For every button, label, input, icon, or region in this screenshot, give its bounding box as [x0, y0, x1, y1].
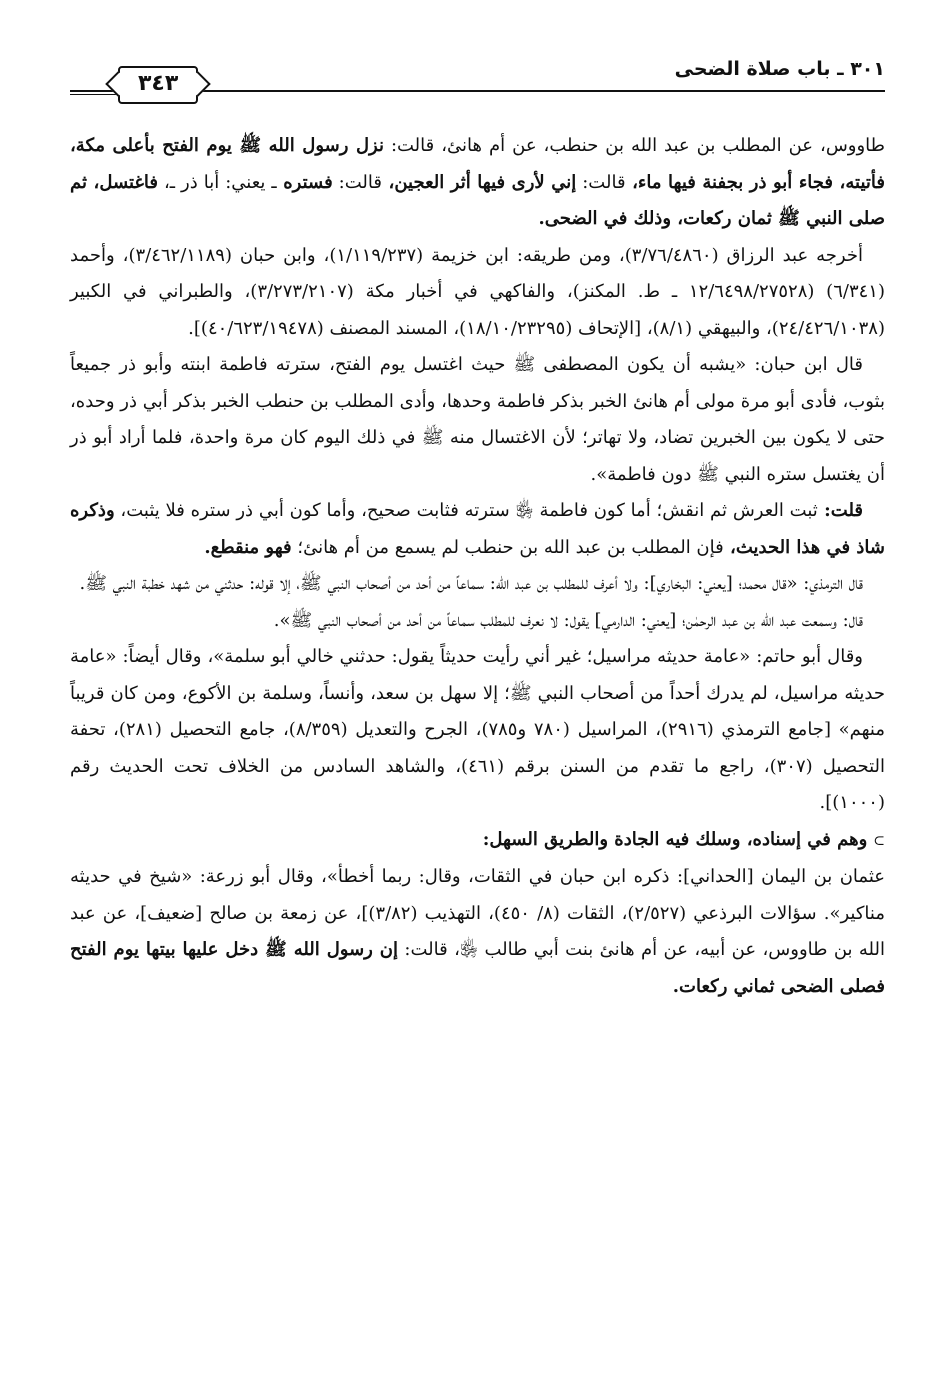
text-segment: فستره — [276, 171, 333, 193]
document-page — [70, 50, 885, 1340]
text-segment: عثمان بن اليمان [الحداني]: ذكره ابن حبان في الثقات، وقال: ربما أخطأ»، وقال أبو زرعة: «شيخ في حديثه مناكير». سؤالات البرذعي (٢/٥٢٧)، الثقات (٨/ ٤٥٠)، التهذيب (٣/٨٢)]، عن زمعة بن صالح [ضعيف]، عن عبد الله بن طاووس، عن أبيه، عن أم هانئ بنت أبي طالب ﵂، قالت: — [70, 866, 886, 960]
text-segment: وقال أبو حاتم: «عامة حديثه مراسيل؛ غير أني رأيت حديثاً يقول: حدثني خالي أبو سلمة»، وقال أيضاً: «عامة حديثه مراسيل، لم يدرك أحداً من أصحاب النبي ﷺ؛ إلا سهل بن سعد، وأنساً، وسلمة بن الأكوع، ومن كان قريباً منهم» [جامع الترمذي (٢٩١٦)، المراسيل (٧٨٠ و٧٨٥)، الجرح والتعديل (٨/٣٥٩)، جامع التحصيل (٢٨١)، تحفة التحصيل (٣٠٧)، راجع ما تقدم من السنن برقم (٤٦١)، والشاهد السادس من الخلاف تحت الحديث رقم (١٠٠٠)]. — [70, 646, 885, 813]
text-segment: وذكره شاذ في هذا الحديث، — [70, 500, 885, 558]
text-segment: قال: وسمعت عبد الله بن عبد الرحمٰن؛ [يعني: الدارمي] يقول: لا نعرف للمطلب سماعاً من أحد من أصحاب النبي ﷺ». — [273, 609, 863, 631]
text-segment: ـ يعني: أبا ذر ـ، — [157, 171, 277, 193]
text-segment: قالت: — [332, 171, 382, 193]
chapter-title: ٣٠١ ـ باب صلاة الضحى — [674, 58, 885, 80]
text-segment: طاووس، عن المطلب بن عبد الله بن حنطب، عن أم هانئ، قالت: — [383, 135, 885, 156]
text-segment: أخرجه عبد الرزاق (٣/٧٦/٤٨٦٠)، ومن طريقه: ابن خزيمة (١/١١٩/٢٣٧)، وابن حبان (٣/٤٦٢/١١٨٩)، وأحمد (٦/٣٤١) (١٢/٦٤٩٨/٢٧٥٢٨ ـ ط. المكنز)، والفاكهي في أخبار مكة (٣/٢٧٣/٢١٠٧)، والطبراني في الكبير (٢٤/٤٢٦/١٠٣٨)، والبيهقي (٨/١)، [الإتحاف (١٨/١٠/٢٣٢٩٥)، المسند المصنف (٤٠/٦٢٣/١٩٤٧٨)]. — [70, 244, 885, 339]
paragraph-p5 — [70, 566, 885, 603]
paragraph-p3 — [70, 347, 885, 493]
text-segment: فإن المطلب بن عبد الله بن حنطب لم يسمع من أم هانئ؛ — [291, 536, 724, 558]
text-segment: قلت: — [817, 500, 864, 521]
paragraph-p6 — [70, 603, 885, 640]
paragraph-p2 — [70, 238, 885, 348]
text-segment: إن رسول الله ﷺ دخل عليها بيتها يوم الفتح فصلى الضحى ثماني ركعات. — [70, 939, 885, 997]
paragraph-p1 — [70, 128, 885, 238]
paragraph-p8 — [70, 822, 885, 860]
page-number-badge — [118, 66, 198, 104]
text-segment: قال الترمذي: «قال محمد؛ [يعني: البخاري]: ولا أعرف للمطلب بن عبد الله: سماعاً من أحد من أصحاب النبي ﷺ، إلا قوله: حدثني من شهد خطبة النبي ﷺ. — [79, 573, 863, 594]
text-segment: فهو منقطع. — [204, 536, 292, 558]
text-segment: قالت: — [576, 171, 626, 193]
page-body — [70, 128, 885, 1005]
text-segment: قال ابن حبان: «يشبه أن يكون المصطفى ﷺ حيث اغتسل يوم الفتح، سترته فاطمة ابنته وأبو ذر جميعاً بثوب، فأدى أبو مرة مولى أم هانئ الخبر بذكر فاطمة وحدها، وأدى المطلب بن حنطب الخبر بذكر أبي ذر وحده، حتى لا يكون بين الخبرين تضاد، ولا تهاتر؛ لأن الاغتسال منه ﷺ في ذلك اليوم كان مرة واحدة، فلما أراد أبو ذر أن يغتسل ستره النبي ﷺ دون فاطمة». — [70, 354, 885, 485]
page-number: ٣٤٣ — [138, 71, 179, 96]
text-segment: نزل رسول الله ﷺ يوم الفتح بأعلى مكة، فأتيته، فجاء أبو ذر بجفنة فيها ماء، — [70, 135, 885, 193]
text-segment: ثبت العرش ثم انقش؛ أما كون فاطمة ﵂ سترته فثابت صحيح، وأما كون أبي ذر ستره فلا يثبت، — [114, 500, 818, 521]
bullet-icon: ⊃ — [873, 832, 885, 849]
paragraph-p9 — [70, 859, 885, 1005]
text-segment: فاغتسل، ثم صلى النبي ﷺ ثمان ركعات، وذلك في الضحى. — [70, 171, 885, 229]
text-segment: وهم في إسناده، وسلك فيه الجادة والطريق السهل: — [482, 828, 868, 850]
paragraph-p7 — [70, 639, 885, 822]
text-segment: إني لأرى فيها أثر العجين، — [382, 171, 577, 193]
paragraph-p4 — [70, 493, 885, 566]
page-header — [70, 50, 885, 102]
